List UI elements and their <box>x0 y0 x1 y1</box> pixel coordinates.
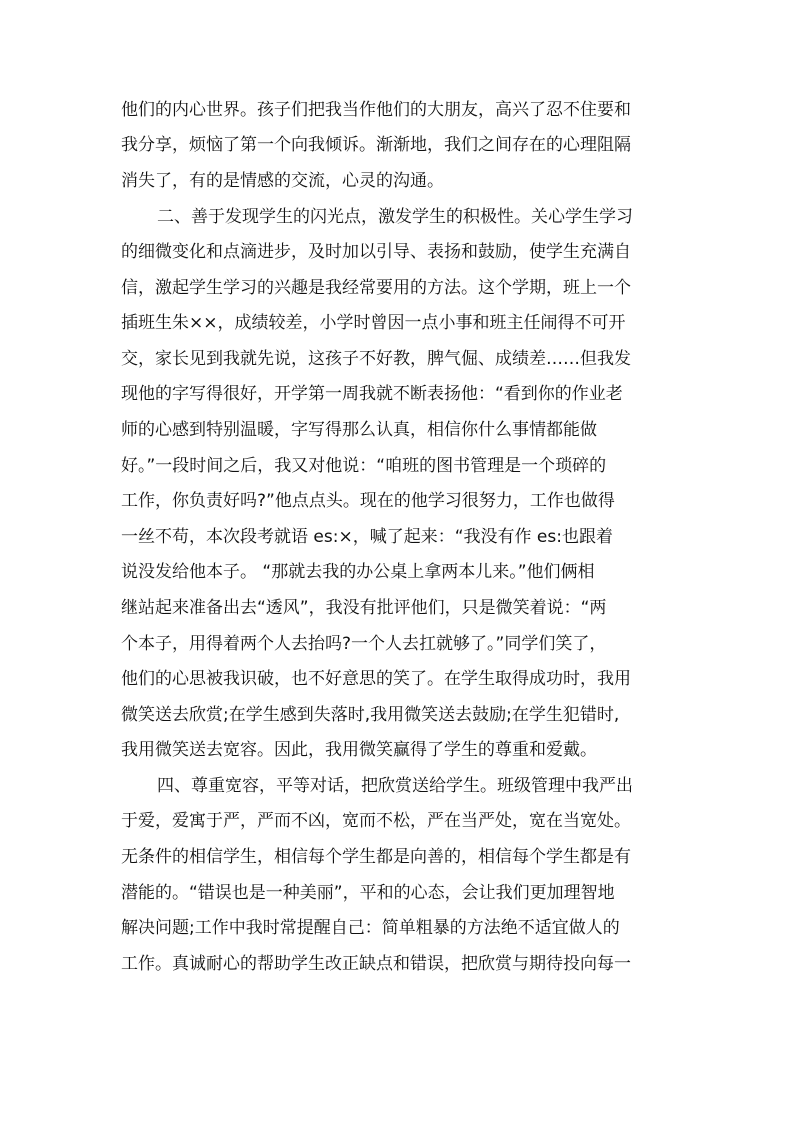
text-line: 我分享，烦恼了第一个向我倾诉。渐渐地，我们之间存在的心理阻隔 <box>121 135 631 155</box>
text-line: 工作，你负责好吗?”他点点头。现在的他学习很努力，工作也做得 <box>121 491 615 511</box>
text-line: 解决问题;工作中我时常提醒自己：简单粗暴的方法绝不适宜做人的 <box>121 918 620 938</box>
paragraph-heading: 四、尊重宽容，平等对话，把欣赏送给学生。班级管理中我严出 <box>157 776 633 796</box>
text-line: 插班生朱××，成绩较差，小学时曾因一点小事和班主任闹得不可开 <box>121 313 626 333</box>
text-line: 微笑送去欣赏;在学生感到失落时,我用微笑送去鼓励;在学生犯错时, <box>121 705 620 725</box>
text-line: 信，激起学生学习的兴趣是我经常要用的方法。这个学期，班上一个 <box>121 278 631 298</box>
text-line: 师的心感到特别温暖，字写得那么认真，相信你什么事情都能做 <box>121 420 597 440</box>
text-line: 消失了，有的是情感的交流，心灵的沟通。 <box>121 171 444 191</box>
text-line: 交，家长见到我就先说，这孩子不好教，脾气倔、成绩差……但我发 <box>121 349 631 369</box>
text-line: 工作。真诚耐心的帮助学生改正缺点和错误，把欣赏与期待投向每一 <box>121 954 631 974</box>
text-line: 说没发给他本子。 “那就去我的办公桌上拿两本儿来。”他们俩相 <box>121 562 595 582</box>
paragraph-heading: 二、善于发现学生的闪光点，激发学生的积极性。关心学生学习 <box>157 207 633 227</box>
text-line: 潜能的。“错误也是一种美丽”，平和的心态，会让我们更加理智地 <box>121 883 615 903</box>
text-line: 一丝不苟，本次段考就语 es:×，喊了起来：“我没有作 es:也跟着 <box>121 527 613 547</box>
text-line: 现他的字写得很好，开学第一周我就不断表扬他：“看到你的作业老 <box>121 384 623 404</box>
text-line: 于爱，爱寓于严，严而不凶，宽而不松，严在当严处，宽在当宽处。 <box>121 811 631 831</box>
text-line: 他们的心思被我识破，也不好意思的笑了。在学生取得成功时，我用 <box>121 669 631 689</box>
text-line: 的细微变化和点滴进步，及时加以引导、表扬和鼓励，使学生充满自 <box>121 242 631 262</box>
text-line: 无条件的相信学生，相信每个学生都是向善的，相信每个学生都是有 <box>121 847 631 867</box>
text-line: 个本子，用得着两个人去抬吗?一个人去扛就够了。”同学们笑了， <box>121 634 607 654</box>
text-line: 好。”一段时间之后，我又对他说：“咱班的图书管理是一个琐碎的 <box>121 456 607 476</box>
text-line: 我用微笑送去宽容。因此，我用微笑赢得了学生的尊重和爱戴。 <box>121 740 597 760</box>
text-line: 他们的内心世界。孩子们把我当作他们的大朋友，高兴了忍不住要和 <box>121 100 631 120</box>
text-line: 继站起来准备出去“透风”，我没有批评他们，只是微笑着说：“两 <box>121 598 607 618</box>
